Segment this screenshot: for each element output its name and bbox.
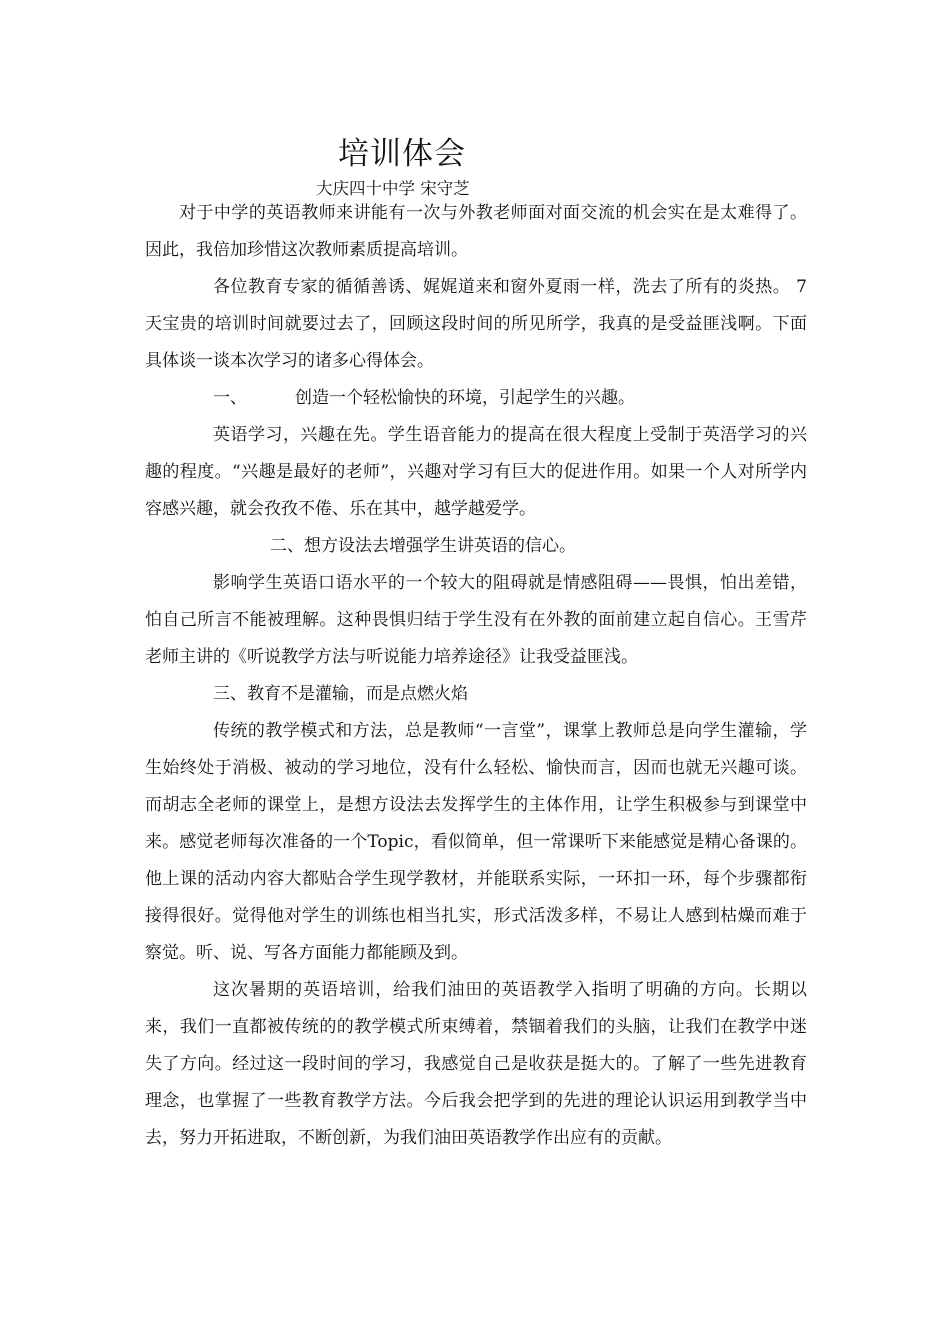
paragraph-intro: 对于中学的英语教师来讲能有一次与外教老师面对面交流的机会实在是太难得了。因此，我倍加珍惜这次教师素质提高培训。 [145,203,807,260]
section-heading-1 [145,380,807,417]
paragraph-conclusion: 这次暑期的英语培训，给我们油田的英语教学入指明了明确的方向。长期以来，我们一直都被传统的的教学模式所束缚着，禁锢着我们的头脑，让我们在教学中迷失了方向。经过这一段时间的学习，我感觉自己是收获是挺大的。了解了一些先进教育理念，也掌握了一些教育教学方法。今后我会把学到的先进的理论认识运用到教学当中去，努力开拓进取，不断创新，为我们油田英语教学作出应有的贡献。 [145,980,807,1148]
paragraph-interest: 英语学习，兴趣在先。学生语音能力的提高在很大程度上受制于英浯学习的兴趣的程度。“兴趣是最好的老师”，兴趣对学习有巨大的促进作用。如果一个人对所学内容感兴趣，就会孜孜不倦、乐在其中，越学越爱学。 [145,425,807,519]
paragraph-teaching-method: 传统的教学模式和方法，总是教师“一言堂”，课掌上教师总是向学生灌输，学生始终处于消极、被动的学习地位，没有什么轻松、愉快而言，因而也就无兴趣可谈。而胡志全老师的课堂上，是想方设法去发挥学生的主体作用，让学生积极参与到课堂中来。感觉老师每次准备的一个Topic，看似简单，但一常课听下来能感觉是精心备课的。他上课的活动内容大都贴合学生现学教材，并能联系实际，一环扣一环，每个步骤都衔接得很好。觉得他对学生的训练也相当扎实，形式活泼多样，不易让人感到枯燥而难于察觉。听、说、写各方面能力都能顾及到。 [145,721,807,963]
section-heading-3: 三、教育不是灌输，而是点燃火焰 [213,684,468,704]
section-heading-1-number: 一、 [213,388,247,408]
section-heading-2: 二、想方设法去增强学生讲英语的信心。 [270,536,576,556]
document-title: 培训体会 [338,136,466,172]
paragraph-confidence: 影响学生英语口语水平的一个较大的阻碍就是情感阻碍——畏惧，怕出差错，怕自己所言不能被理解。这种畏惧归结于学生没有在外教的面前建立起自信心。王雪芹老师主讲的《听说教学方法与听说能力培养途径》让我受益匪浅。 [145,573,807,667]
document-body [145,195,807,1157]
author-line: 大庆四十中学 宋守芝 [316,179,470,198]
section-heading-1-text: 创造一个轻松愉快的环境，引起学生的兴趣。 [295,388,635,408]
paragraph-experts: 各位教育专家的循循善诱、娓娓道来和窗外夏雨一样，洗去了所有的炎热。 7天宝贵的培训时间就要过去了，回顾这段时间的所见所学，我真的是受益匪浅啊。下面具体谈一谈本次学习的诸多心得体会。 [145,277,807,371]
